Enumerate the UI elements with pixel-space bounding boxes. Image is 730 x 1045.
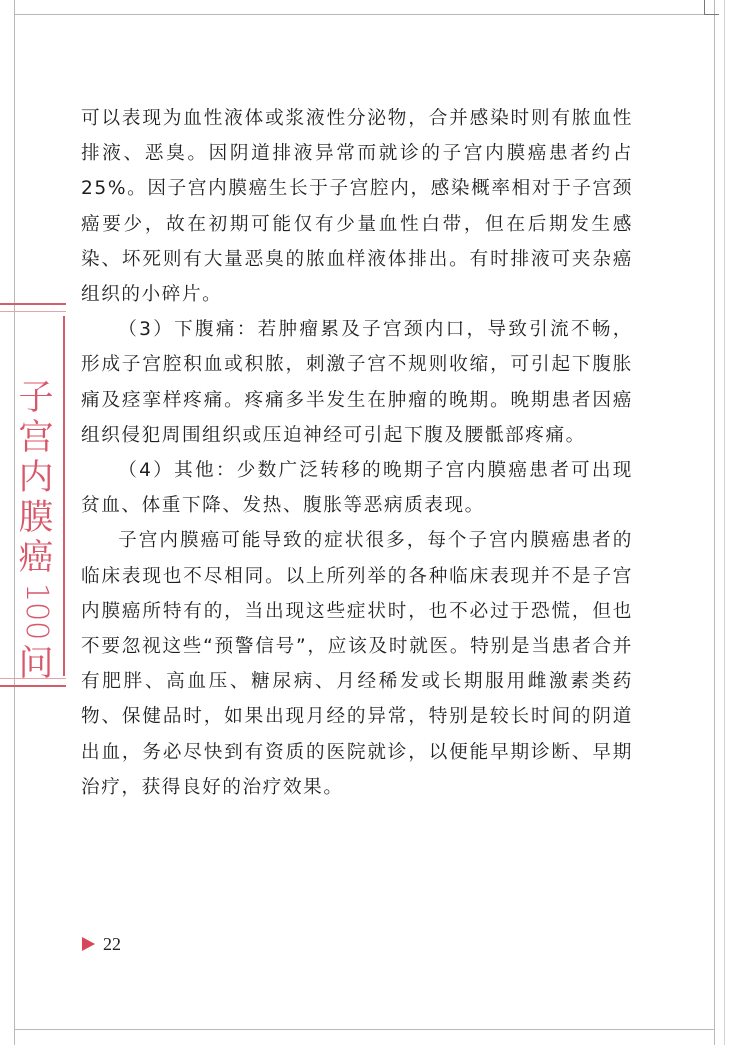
side-title-char: 癌 <box>18 538 54 578</box>
page-footer <box>82 932 121 956</box>
side-title-char: 膜 <box>18 498 54 538</box>
side-title-char: 宫 <box>18 418 54 458</box>
paragraph: 可以表现为血性液体或浆液性分泌物，合并感染时则有脓血性排液、恶臭。因阴道排液异常而就诊的子宫内膜癌患者约占25%。因子宫内膜癌生长于子宫腔内，感染概率相对于子宫颈癌要少，故在初期可能仅有少量血性白带，但在后期发生感染、坏死则有大量恶臭的脓血样液体排出。有时排液可夹杂癌组织的小碎片。 <box>81 108 633 306</box>
side-title-char: 子 <box>18 378 54 418</box>
paragraph: 子宫内膜癌可能导致的症状很多，每个子宫内膜癌患者的临床表现也不尽相同。以上所列举的各种临床表现并不是子宫内膜癌所特有的，当出现这些症状时，也不必过于恐慌，但也不要忽视这些“预警信号”，应该及时就医。特别是当患者合并有肥胖、高血压、糖尿病、月经稀发或长期服用雌激素类药物、保健品时，如果出现月经的异常，特别是较长时间的阴道出血，务必尽快到有资质的医院就诊，以便能早期诊断、早期治疗，获得良好的治疗效果。 <box>81 530 633 798</box>
right-triangle-icon <box>82 937 95 951</box>
crop-mark-right <box>714 0 715 1045</box>
page-number: 22 <box>103 933 121 954</box>
side-title-char: 内 <box>18 458 54 498</box>
side-title-char: 问 <box>18 644 54 684</box>
paragraph: （4）其他：少数广泛转移的晚期子宫内膜癌患者可出现贫血、体重下降、发热、腹胀等恶病质表现。 <box>81 460 633 517</box>
body-text <box>81 101 633 805</box>
corner-mark <box>704 0 719 15</box>
paragraph: （3）下腹痛：若肿瘤累及子宫颈内口，导致引流不畅，形成子宫腔积血或积脓，刺激子宫不规则收缩，可引起下腹胀痛及痉挛样疼痛。疼痛多半发生在肿瘤的晚期。晚期患者因癌组织侵犯周围组织或压迫神经可引起下腹及腰骶部疼痛。 <box>81 319 633 446</box>
side-title-number: 100 <box>19 583 54 641</box>
crop-mark-right-outer <box>724 0 725 1045</box>
side-book-title <box>14 378 58 684</box>
side-divider <box>63 316 65 676</box>
crop-mark-bottom <box>14 1029 714 1030</box>
crop-mark-top <box>14 14 714 15</box>
